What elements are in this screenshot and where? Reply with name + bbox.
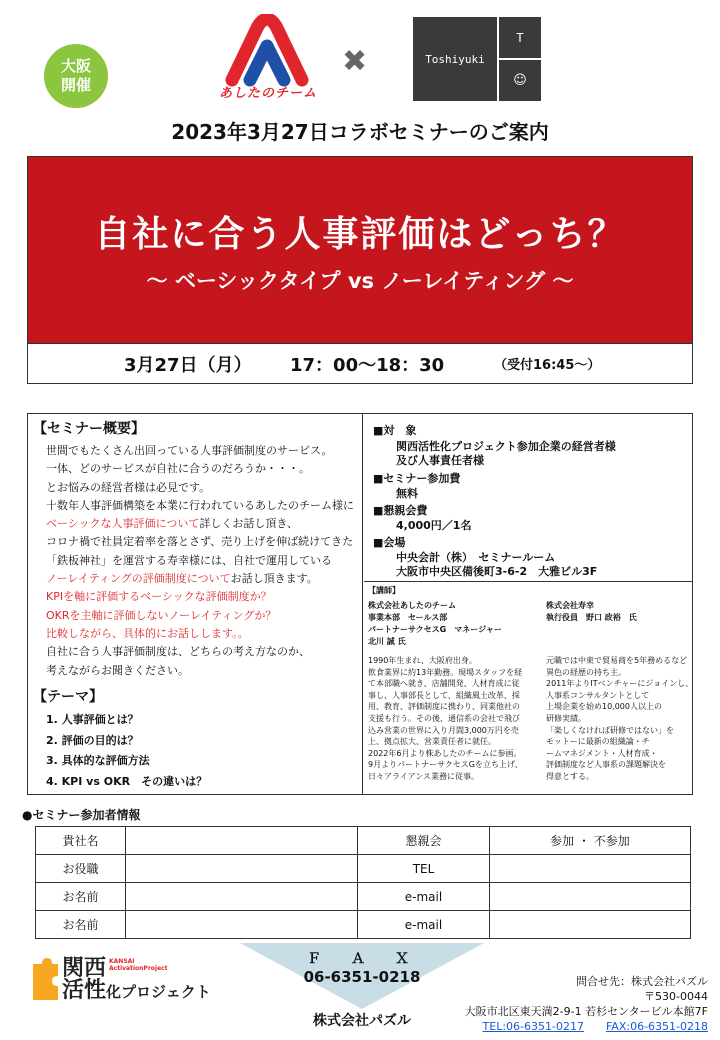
lecturer-b-bio [546, 655, 693, 783]
seminar-title: 自社に合う人事評価はどっち？ [94, 214, 626, 255]
organizer-company: 株式会社パズル [313, 1013, 411, 1029]
kansai-logo-en: KANSAI [109, 958, 135, 965]
bio-line: ームマネジメント・人材育成・ [546, 748, 658, 758]
table-row [36, 883, 691, 911]
bio-line: 事し、人事部長として、組織風土改革、採 [368, 690, 520, 700]
details-divider [362, 413, 363, 795]
contact-postal: 〒530-0044 [644, 990, 708, 1003]
lecturer-a-name: 北川 誠 氏 [368, 637, 406, 646]
contact-address: 大阪市北区東天満2-9-1 若杉センタービル本館7F [464, 1005, 708, 1018]
contact-info [465, 974, 708, 1034]
email-field[interactable] [490, 911, 691, 939]
target-value-1: 関西活性化プロジェクト参加企業の経営者様 [396, 440, 616, 453]
bio-line: 人事系コンサルタントとして [546, 690, 650, 700]
bio-line: 9月よりパートナーサクセスGを立ち上げ、 [368, 760, 523, 770]
lecturer-a-bio [368, 655, 523, 783]
kansai-logo-text: 関西 [62, 956, 107, 981]
bio-line: 飲食業界に約13年勤務。現場スタッフを経 [368, 667, 523, 677]
theme-heading: 【テーマ】 [33, 689, 103, 705]
contact-label: 問合せ先：株式会社パズル [576, 975, 708, 988]
lecturer-heading: 【講師】 [368, 586, 400, 595]
bio-line: 研修実績。 [546, 713, 586, 723]
position-field[interactable] [126, 855, 358, 883]
bio-line: 込み営業の世界に入り月間3,000万円を売 [368, 725, 519, 735]
bio-line: 日々アライアンス業務に従事。 [368, 771, 479, 781]
lecturer-b-company: 株式会社寿幸 [546, 601, 594, 610]
tel-label: TEL [358, 855, 490, 883]
email-label: e-mail [358, 883, 490, 911]
venue-value-2: 大阪市中央区備後町3-6-2 大雅ビル3F [396, 565, 598, 578]
registration-table [35, 826, 691, 939]
bio-line: 上、拠点拡大、営業責任者に就任。 [368, 737, 496, 747]
bio-line: 支援も行う。その後、通信系の会社で飛び [368, 713, 520, 723]
contact-fax-link[interactable]: FAX:06-6351-0218 [605, 1020, 708, 1033]
fax-label: Ｆ Ａ Ｘ [307, 951, 417, 967]
lecturer-separator [364, 581, 692, 582]
party-label: 懇親会 [358, 827, 490, 855]
fax-block [240, 948, 484, 986]
bio-line: 用、教育、評価制度に携わり、同業他社の [368, 702, 520, 712]
overview-heading: 【セミナー概要】 [33, 421, 145, 437]
overview-text [46, 442, 354, 680]
theme-item: 3. 具体的な評価方法 [46, 754, 150, 767]
bio-line: 2011年よりITベンチャーにジョインし、 [546, 679, 694, 689]
bio-line: 「楽しくなければ研修ではない」を [546, 725, 674, 735]
schedule-time: 17：00～18：30 [290, 355, 445, 376]
lecturer-a-dept: 事業本部 セールス部 [368, 613, 448, 622]
osaka-badge: 大阪 開催 [44, 44, 108, 108]
overview-line: コロナ禍で社員定着率を落とさず、売り上げを伸ば続けてきた [46, 535, 354, 549]
bio-line: モットーに最新の組織論・チ [546, 737, 650, 747]
overview-line: OKRを主軸に評価しないノーレイティングか？ [46, 608, 277, 622]
fee-value: 無料 [396, 487, 418, 500]
overview-line: 十数年人事評価構築を本業に行われているあしたのチーム様に [46, 498, 354, 512]
kansai-logo-project: 化プロジェクト [106, 983, 211, 1001]
overview-line: 比較しながら、具体的にお話しします。。 [46, 626, 249, 640]
bio-line: て本部職へ就き、店舗開発、人材育成に従 [368, 679, 520, 689]
contact-tel-link[interactable]: TEL:06-6351-0217 [482, 1020, 584, 1033]
overview-line: とお悩みの経営者様は必見です。 [46, 480, 211, 494]
overview-line: 世間でもたくさん出回っている人事評価制度のサービス。 [46, 444, 333, 457]
bio-line: 上場企業を始め10,000人以上の [546, 702, 662, 712]
name-label: お名前 [36, 883, 126, 911]
name-field[interactable] [126, 883, 358, 911]
toshiyuki-logo-icon: ☺ [499, 60, 541, 101]
theme-list [46, 710, 207, 792]
bio-line: 得意とする。 [546, 771, 594, 781]
overview-line: 一体、どのサービスが自社に合うのだろうか・・・。 [46, 462, 310, 476]
toshiyuki-logo-t: T [499, 17, 541, 58]
theme-item: 4. KPI vs OKR その違いは？ [46, 774, 208, 788]
overview-line: 自社に合う人事評価制度は、どちらの考え方なのか、 [46, 645, 310, 659]
lecturer-a-info [368, 600, 502, 648]
venue-value-1: 中央会計（株） セミナールーム [396, 551, 556, 564]
tel-field[interactable] [490, 855, 691, 883]
seminar-date-heading: 2023年3月27日コラボセミナーのご案内 [171, 120, 549, 144]
ashita-team-logo-text: あしたのチーム [218, 86, 317, 101]
company-label: 貴社名 [36, 827, 126, 855]
bio-line: 異色の経歴の持ち主。 [546, 667, 626, 677]
kansai-project-logo [30, 958, 211, 1002]
name-label: お名前 [36, 911, 126, 939]
table-row [36, 855, 691, 883]
overview-line: ベーシックな人事評価について詳しくお話し頂き、 [46, 517, 298, 531]
company-field[interactable] [126, 827, 358, 855]
party-fee-heading: ■懇親会費 [373, 504, 428, 517]
puzzle-piece-icon [30, 958, 60, 1002]
target-value-2: 及び人事責任者様 [396, 454, 484, 467]
overview-line: ノーレイティングの評価制度についてお話し頂きます。 [46, 572, 318, 586]
overview-line: KPIを軸に評価するベーシックな評価制度か？ [46, 590, 272, 604]
bio-line: 元職では中東で貿易商を5年務めるなど [546, 656, 688, 665]
theme-item: 1. 人事評価とは？ [46, 713, 139, 726]
kansai-logo-text: 活性 [62, 978, 107, 1003]
bio-line: 2022年6月より株あしたのチームに参画。 [368, 748, 522, 758]
venue-heading: ■会場 [373, 536, 406, 549]
overview-line: 考えながらお聞きください。 [46, 663, 189, 677]
lecturer-a-company: 株式会社あしたのチーム [368, 601, 456, 610]
fee-heading: ■セミナー参加費 [373, 472, 461, 485]
lecturer-a-role: パートナーサクセスG マネージャー [368, 625, 502, 634]
name-field[interactable] [126, 911, 358, 939]
fax-number: 06-6351-0218 [303, 968, 421, 986]
email-label: e-mail [358, 911, 490, 939]
overview-line: 「鉄板神社」を運営する寿幸様には、自社で運用している [46, 553, 332, 567]
table-row [36, 827, 691, 855]
kansai-logo-en: ActivationProject [109, 965, 168, 972]
seminar-subtitle: ～ ベーシックタイプ vs ノーレイティング ～ [146, 269, 574, 293]
toshiyuki-logo-main: Toshiyuki [413, 17, 497, 101]
party-fee-value: 4,000円／1名 [396, 519, 472, 532]
party-attendance-field[interactable]: 参加 ・ 不参加 [490, 827, 691, 855]
schedule-box [27, 343, 693, 384]
schedule-date: 3月27日（月） [124, 355, 252, 376]
collab-cross-icon: ✖ [342, 44, 368, 79]
position-label: お役職 [36, 855, 126, 883]
bio-line: 1990年生まれ、大阪府出身。 [368, 656, 477, 665]
registration-title: ●セミナー参加者情報 [22, 808, 141, 822]
schedule-reception: （受付16:45～） [494, 358, 601, 373]
lecturer-b-info [546, 600, 637, 624]
target-heading: ■対 象 [373, 424, 417, 437]
email-field[interactable] [490, 883, 691, 911]
lecturer-b-name: 執行役員 野口 政裕 氏 [546, 613, 637, 622]
theme-item: 2. 評価の目的は？ [46, 733, 139, 747]
bio-line: 評価制度など人事系の課題解決を [546, 760, 666, 770]
table-row [36, 911, 691, 939]
